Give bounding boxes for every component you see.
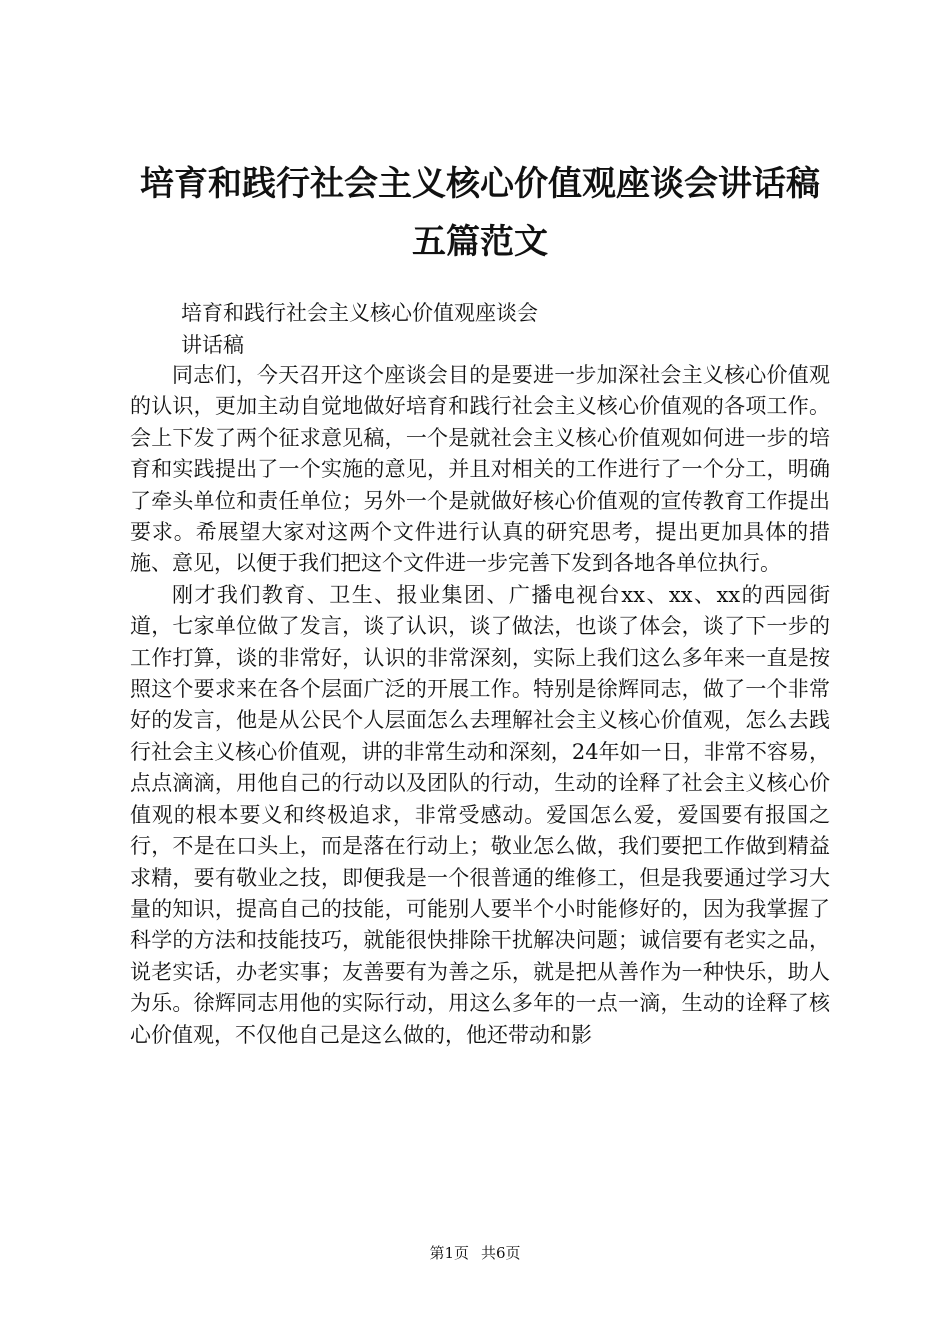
subheading-line-1: 培育和践行社会主义核心价值观座谈会 (181, 301, 538, 325)
document-body (130, 360, 830, 1051)
subheading-line-2: 讲话稿 (181, 333, 244, 357)
page-total: 共6页 (481, 1244, 521, 1262)
body-paragraph-2: 刚才我们教育、卫生、报业集团、广播电视台xx、xx、xx的西园街道，七家单位做了发言，谈了认识，谈了做法，也谈了体会，谈了下一步的工作打算，谈的非常好，认识的非常深刻，实际上我们这么多年来一直是按照这个要求来在各个层面广泛的开展工作。特别是徐辉同志，做了一个非常好的发言，他是从公民个人层面怎么去理解社会主义核心价值观，怎么去践行社会主义核心价值观，讲的非常生动和深刻，24年如一日，非常不容易，点点滴滴，用他自己的行动以及团队的行动，生动的诠释了社会主义核心价值观的根本要义和终极追求，非常受感动。爱国怎么爱，爱国要有报国之行，不是在口头上，而是落在行动上；敬业怎么做，我们要把工作做到精益求精，要有敬业之技，即便我是一个很普通的维修工，但是我要通过学习大量的知识，提高自己的技能，可能别人要半个小时能修好的，因为我掌握了科学的方法和技能技巧，就能很快排除干扰解决问题；诚信要有老实之品，说老实话，办老实事；友善要有为善之乐，就是把从善作为一种快乐，助人为乐。徐辉同志用他的实际行动，用这么多年的一点一滴，生动的诠释了核心价值观，不仅他自己是这么做的，他还带动和影 (130, 582, 830, 1047)
body-paragraph-1: 同志们，今天召开这个座谈会目的是要进一步加深社会主义核心价值观的认识，更加主动自觉地做好培育和践行社会主义核心价值观的各项工作。会上下发了两个征求意见稿，一个是就社会主义核心价值观如何进一步的培育和实践提出了一个实施的意见，并且对相关的工作进行了一个分工，明确了牵头单位和责任单位；另外一个是就做好核心价值观的宣传教育工作提出要求。希展望大家对这两个文件进行认真的研究思考，提出更加具体的措施、意见，以便于我们把这个文件进一步完善下发到各地各单位执行。 (130, 363, 830, 576)
page-footer (0, 1243, 950, 1263)
document-title-line-1: 培育和践行社会主义核心价值观座谈会讲话稿 (140, 164, 820, 204)
page-number: 第1页 (429, 1244, 469, 1262)
document-title-line-2: 五篇范文 (412, 222, 548, 262)
